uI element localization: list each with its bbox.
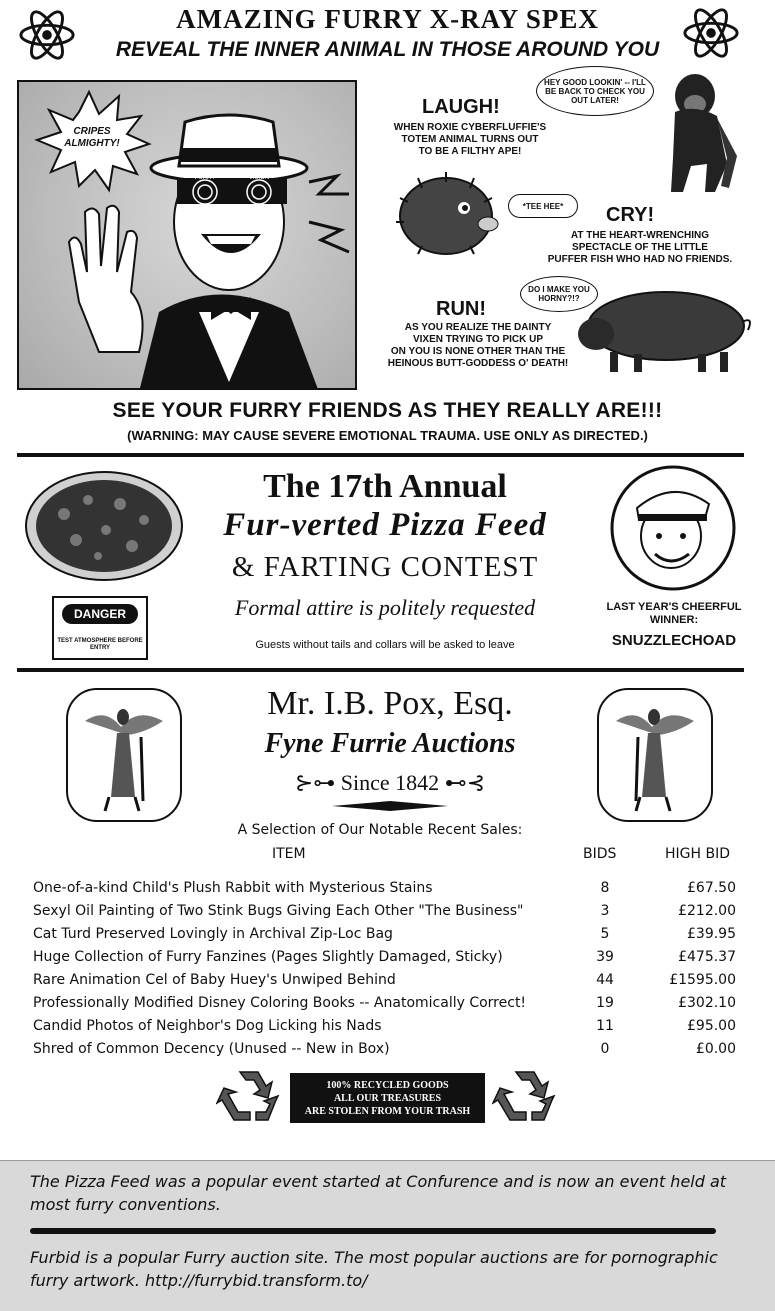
- cry-text: AT THE HEART-WRENCHING SPECTACLE OF THE LITTLE PUFFER FISH WHO HAD NO FRIENDS.: [547, 230, 733, 265]
- table-row: [33, 922, 753, 945]
- bids-cell: 11: [596, 1017, 614, 1034]
- pizza-image: [24, 470, 184, 582]
- column-header-high-bid: HIGH BID: [665, 846, 730, 862]
- divider: [17, 453, 744, 457]
- pig-image: [574, 282, 754, 374]
- item-cell: Professionally Modified Disney Coloring Books -- Anatomically Correct!: [33, 994, 527, 1011]
- table-row: [33, 991, 753, 1014]
- table-row: [33, 899, 753, 922]
- item-cell: Cat Turd Preserved Lovingly in Archival Zip-Loc Bag: [33, 925, 393, 942]
- exclamation-text: CRIPES ALMIGHTY!: [64, 126, 120, 149]
- winner-label: LAST YEAR'S CHEERFUL WINNER:: [606, 601, 742, 626]
- table-row: [33, 876, 753, 899]
- high-bid-cell: £0.00: [695, 1040, 736, 1057]
- tagline: SEE YOUR FURRY FRIENDS AS THEY REALLY ARE!!!: [112, 399, 663, 422]
- recycle-line: 100% RECYCLED GOODS: [326, 1079, 449, 1091]
- note-furbid: Furbid is a popular Furry auction site. The most popular auctions are for pornographic furry artwork. http://furrybid.transform.to/: [30, 1248, 718, 1290]
- bids-cell: 5: [600, 925, 610, 942]
- run-heading: RUN!: [436, 298, 486, 320]
- table-row: [33, 968, 753, 991]
- winged-figure-image: [596, 687, 714, 823]
- winner-portrait: [609, 464, 737, 592]
- high-bid-cell: £475.37: [678, 948, 736, 965]
- high-bid-cell: £67.50: [687, 879, 736, 896]
- high-bid-cell: £212.00: [678, 902, 736, 919]
- recycle-icon: [492, 1066, 558, 1128]
- winged-figure-image: [65, 687, 183, 823]
- item-cell: Rare Animation Cel of Baby Huey's Unwiped Behind: [33, 971, 396, 988]
- event-subtitle-2: & FARTING CONTEST: [231, 551, 539, 583]
- bids-cell: 8: [600, 879, 610, 896]
- column-header-bids: BIDS: [583, 846, 617, 862]
- ad-subtitle: REVEAL THE INNER ANIMAL IN THOSE AROUND YOU: [115, 38, 660, 61]
- guests-text: Guests without tails and collars will be asked to leave: [255, 639, 515, 651]
- cry-heading: CRY!: [606, 204, 655, 226]
- speech-bubble: HEY GOOD LOOKIN' -- I'LL BE BACK TO CHECK YOU OUT LATER!: [536, 66, 654, 116]
- divider: [17, 668, 744, 672]
- flourish-icon: ⊱⊶: [294, 770, 341, 795]
- sales-table: [33, 876, 753, 1060]
- bids-cell: 19: [596, 994, 614, 1011]
- column-header-item: ITEM: [272, 846, 306, 862]
- auction-house-subtitle: Fyne Furrie Auctions: [264, 728, 516, 759]
- table-row: [33, 1037, 753, 1060]
- since-text: Since 1842: [340, 770, 440, 795]
- high-bid-cell: £1595.00: [669, 971, 736, 988]
- warning-text: (WARNING: MAY CAUSE SEVERE EMOTIONAL TRAUMA. USE ONLY AS DIRECTED.): [127, 428, 648, 443]
- attire-text: Formal attire is politely requested: [234, 595, 536, 620]
- high-bid-cell: £39.95: [687, 925, 736, 942]
- item-cell: Sexyl Oil Painting of Two Stink Bugs Giving Each Other "The Business": [33, 902, 524, 919]
- divider: [30, 1228, 716, 1234]
- bids-cell: 44: [596, 971, 614, 988]
- run-text: AS YOU REALIZE THE DAINTY VIXEN TRYING TO PICK UP ON YOU IS NONE OTHER THAN THE HEINOUS BUTT-GODDESS O' DEATH!: [387, 322, 569, 369]
- glasses-label-left: FURRY: [194, 175, 216, 181]
- table-row: [33, 1014, 753, 1037]
- event-title: The 17th Annual: [263, 468, 507, 505]
- bids-cell: 0: [600, 1040, 610, 1057]
- flourish-icon: ⊷⊰: [439, 770, 486, 795]
- item-cell: Huge Collection of Furry Fanzines (Pages Slightly Damaged, Sticky): [33, 948, 503, 965]
- high-bid-cell: £302.10: [678, 994, 736, 1011]
- laugh-text: WHEN ROXIE CYBERFLUFFIE'S TOTEM ANIMAL TURNS OUT TO BE A FILTHY APE!: [393, 122, 547, 157]
- note-pizza-feed: The Pizza Feed was a popular event started at Confurence and is now an event held at most furry conventions.: [30, 1172, 727, 1214]
- pufferfish-image: [388, 168, 508, 260]
- bids-cell: 3: [600, 902, 610, 919]
- recycle-line: ARE STOLEN FROM YOUR TRASH: [304, 1105, 471, 1117]
- danger-text: TEST ATMOSPHERE BEFORE ENTRY: [57, 638, 143, 651]
- ornament-divider: [330, 800, 450, 812]
- auction-house-title: Mr. I.B. Pox, Esq.: [267, 685, 513, 722]
- glasses-label-right: VISION: [248, 175, 270, 181]
- bids-cell: 39: [596, 948, 614, 965]
- recycled-goods-banner: [290, 1073, 485, 1123]
- recycle-line: ALL OUR TREASURES: [333, 1092, 442, 1104]
- chimp-image: [655, 68, 745, 194]
- recycle-icon: [216, 1066, 282, 1128]
- laugh-heading: LAUGH!: [422, 96, 500, 118]
- comic-panel: [17, 80, 357, 390]
- event-subtitle: Fur-verted Pizza Feed: [223, 507, 547, 543]
- high-bid-cell: £95.00: [687, 1017, 736, 1034]
- table-row: [33, 945, 753, 968]
- since-line: [180, 770, 600, 796]
- danger-label: DANGER: [62, 604, 138, 624]
- item-cell: One-of-a-kind Child's Plush Rabbit with Mysterious Stains: [33, 879, 433, 896]
- speech-bubble: *TEE HEE*: [508, 194, 578, 218]
- item-cell: Shred of Common Decency (Unused -- New in Box): [33, 1040, 390, 1057]
- winner-name: SNUZZLECHOAD: [611, 632, 737, 649]
- danger-sign: [52, 596, 148, 660]
- selection-heading: A Selection of Our Notable Recent Sales:: [237, 822, 523, 838]
- speech-bubble: DO I MAKE YOU HORNY?!?: [520, 276, 598, 312]
- item-cell: Candid Photos of Neighbor's Dog Licking his Nads: [33, 1017, 382, 1034]
- ad-title: AMAZING FURRY X-RAY SPEX: [176, 4, 599, 34]
